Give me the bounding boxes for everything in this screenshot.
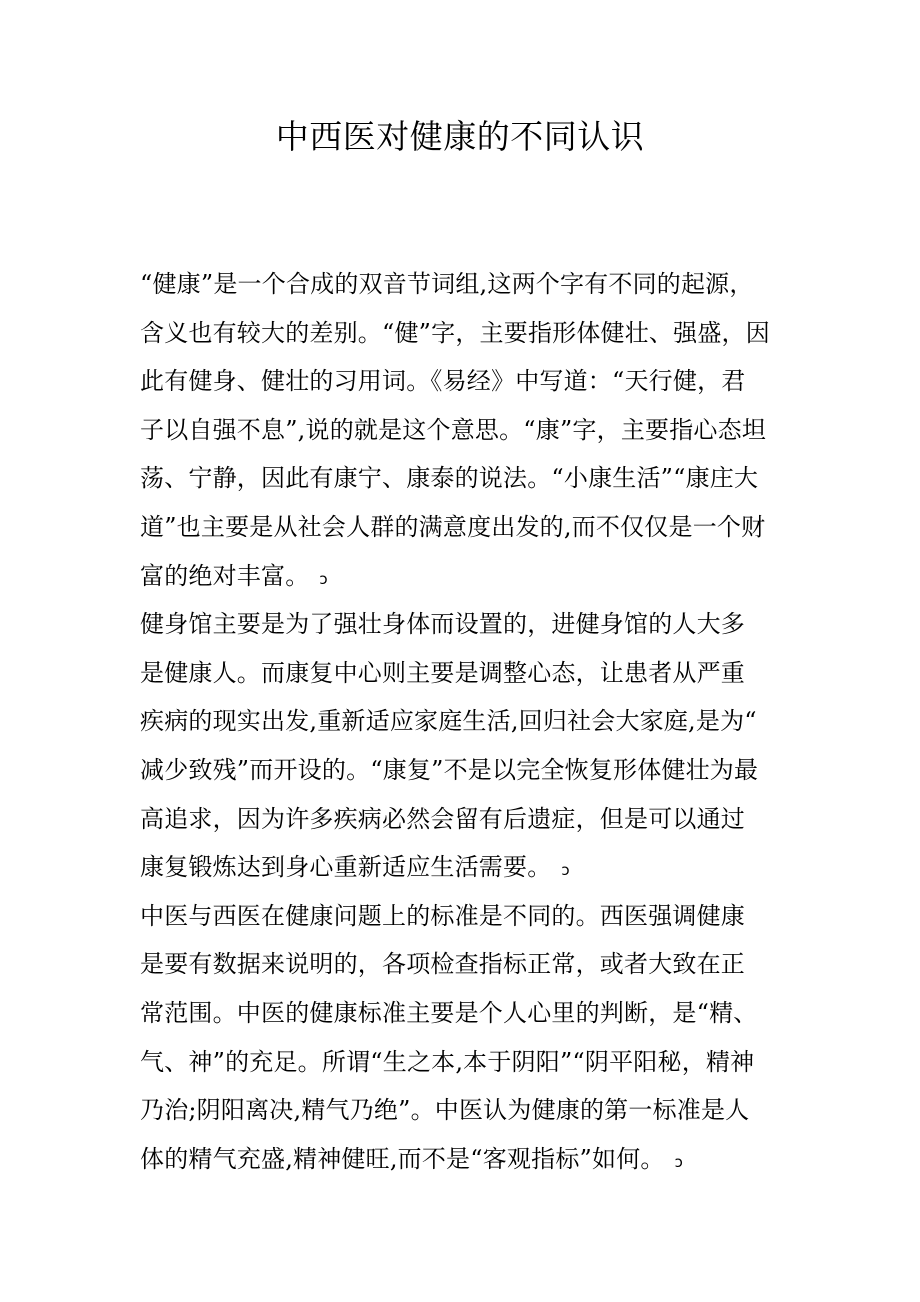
document-title: 中西医对健康的不同认识	[275, 117, 645, 156]
text-line: 此有健身、健壮的习用词。《易经》中写道：“天行健，君	[140, 367, 746, 396]
text-line: 中医与西医在健康问题上的标准是不同的。西医强调健康	[140, 901, 745, 930]
text-line: 常范围。中医的健康标准主要是个人心里的判断，是“精、	[140, 998, 758, 1027]
paragraph-mark-icon: ↄ	[674, 1152, 684, 1171]
text-line: 含义也有较大的差别。“健”字，主要指形体健壮、强盛，因	[140, 318, 770, 347]
text-line: 道”也主要是从社会人群的满意度出发的,而不仅仅是一个财	[140, 512, 766, 541]
paragraph	[140, 600, 785, 892]
text-line: 子以自强不息”,说的就是这个意思。“康”字，主要指心态坦	[140, 415, 767, 444]
text-line-last	[140, 843, 785, 892]
text-line: 乃治;阴阳离决,精气乃绝”。中医认为健康的第一标准是人	[140, 1096, 750, 1125]
paragraph	[140, 260, 785, 600]
text-line-content: 康复锻炼达到身心重新适应生活需要。	[140, 853, 552, 882]
text-line-content: 体的精气充盛,精神健旺,而不是“客观指标”如何。	[140, 1144, 665, 1173]
text-line: 是要有数据来说明的，各项检查指标正常，或者大致在正	[140, 950, 745, 979]
text-line: “健康”是一个合成的双音节词组,这两个字有不同的起源，	[140, 270, 754, 298]
paragraph-mark-icon: ↄ	[561, 861, 570, 880]
text-line-last	[140, 1135, 785, 1184]
text-line: 疾病的现实出发,重新适应家庭生活,回归社会大家庭,是为“	[140, 707, 757, 736]
document-body	[140, 260, 785, 1183]
paragraph-mark-icon: ↄ	[319, 569, 328, 588]
text-line: 荡、宁静，因此有康宁、康泰的说法。“小康生活”“康庄大	[140, 464, 759, 493]
text-line: 气、神”的充足。所谓“生之本,本于阴阳”“阴平阳秘，精神	[140, 1047, 755, 1076]
text-line: 是健康人。而康复中心则主要是调整心态，让患者从严重	[140, 658, 745, 687]
text-line: 高追求，因为许多疾病必然会留有后遗症，但是可以通过	[140, 804, 745, 833]
text-line: 减少致残”而开设的。“康复”不是以完全恢复形体健壮为最	[140, 755, 759, 784]
text-line: 健身馆主要是为了强壮身体而设置的，进健身馆的人大多	[140, 610, 745, 639]
paragraph	[140, 892, 785, 1184]
text-line-last	[140, 552, 785, 601]
text-line-content: 富的绝对丰富。	[140, 561, 310, 590]
